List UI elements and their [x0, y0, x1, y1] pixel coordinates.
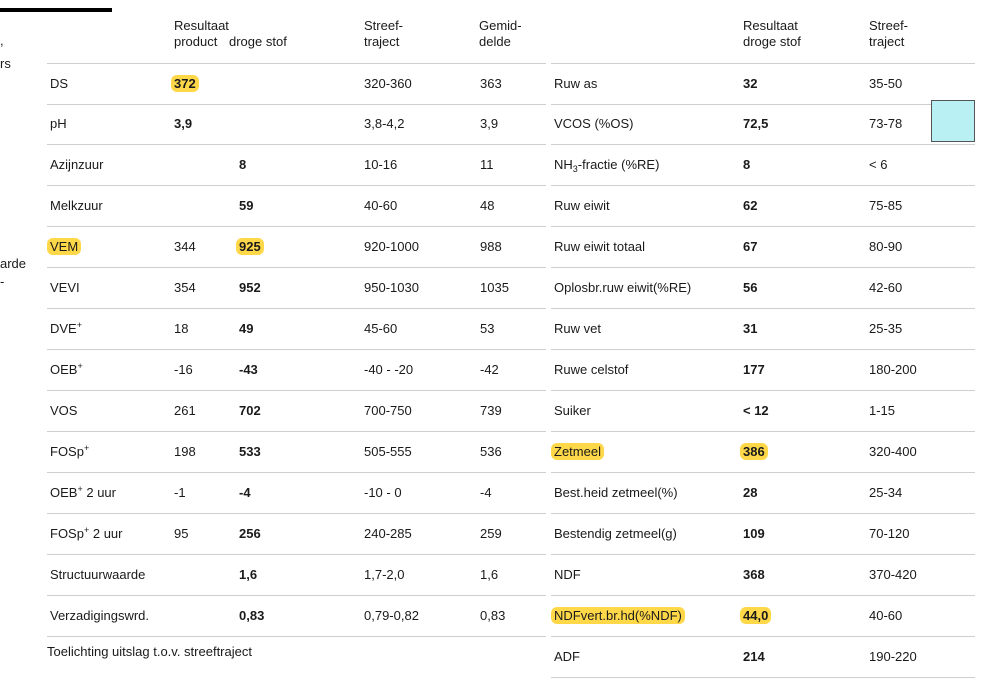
row-label [554, 391, 591, 431]
target-range: 505-555 [364, 444, 412, 459]
header-target: Streef- traject [364, 18, 404, 49]
clipped-text-fragment: - [0, 274, 5, 289]
superscript-plus: + [83, 525, 90, 535]
row-label-text: Suiker [554, 403, 591, 418]
product-value-text: 3,9 [174, 116, 193, 131]
dry-matter-value-text: < 12 [743, 403, 769, 418]
table-row [551, 514, 975, 555]
target-range: 320-360 [364, 76, 412, 91]
product-value [174, 432, 196, 472]
dry-matter-value [743, 309, 757, 349]
dry-matter-value-text: 386 [740, 443, 768, 460]
dry-matter-value [743, 145, 750, 185]
target-range: 45-60 [364, 321, 398, 336]
superscript-plus: + [77, 361, 83, 371]
table-row [47, 350, 546, 391]
row-label [50, 268, 80, 308]
dry-matter-value-text: 0,83 [239, 608, 265, 623]
target-range: 35-50 [869, 76, 903, 91]
table-row [551, 637, 975, 678]
dry-matter-value-text: -4 [239, 485, 251, 500]
row-label [50, 186, 103, 226]
average-value: 48 [480, 198, 495, 213]
row-label-text: FOSp [50, 444, 84, 459]
header-result-dry: droge stof [229, 34, 287, 49]
target-range: 75-85 [869, 198, 903, 213]
table-row [47, 555, 546, 596]
dry-matter-value [239, 473, 251, 513]
row-label-text: DS [50, 76, 69, 91]
dry-matter-value [239, 555, 257, 595]
target-range: 190-220 [869, 649, 917, 664]
clipped-text-fragment: arde [0, 256, 27, 271]
target-range: -40 - -20 [364, 362, 414, 377]
dry-matter-value [239, 514, 261, 554]
row-label [554, 514, 677, 554]
dry-matter-value-text: 8 [239, 157, 247, 172]
row-label-text: OEB [50, 485, 78, 500]
target-range: 920-1000 [364, 239, 419, 254]
table-row [551, 104, 975, 145]
dry-matter-value [743, 514, 765, 554]
row-label [554, 104, 633, 144]
row-label-suffix: -fractie (%RE) [577, 157, 660, 172]
row-label [50, 64, 68, 104]
table-row [47, 473, 546, 514]
row-label-text: ADF [554, 649, 580, 664]
dry-matter-value-text: 952 [239, 280, 261, 295]
header-result-product: Resultaat product [174, 18, 229, 49]
target-range: 3,8-4,2 [364, 116, 405, 131]
row-label-text: VEVI [50, 280, 80, 295]
row-label [554, 555, 581, 595]
product-value-text: 344 [174, 239, 196, 254]
target-range: 370-420 [869, 567, 917, 582]
table-row [551, 432, 975, 473]
dry-matter-value [239, 350, 258, 390]
row-label [554, 145, 659, 185]
average-value: 259 [480, 526, 502, 541]
row-label-text: Ruw vet [554, 321, 601, 336]
target-range: 240-285 [364, 526, 412, 541]
dry-matter-value [239, 432, 261, 472]
product-value [174, 514, 188, 554]
dry-matter-value [239, 268, 261, 308]
row-label-text: Best.heid zetmeel(%) [554, 485, 678, 500]
table-row [47, 186, 546, 227]
table-row [47, 514, 546, 555]
superscript-plus: + [76, 320, 82, 330]
product-value [174, 268, 196, 308]
row-label [554, 432, 604, 472]
target-range: 25-35 [869, 321, 903, 336]
dry-matter-value-text: -43 [239, 362, 258, 377]
dry-matter-value [743, 637, 765, 677]
row-label [554, 309, 601, 349]
row-label-text: Verzadigingswrd. [50, 608, 149, 623]
dry-matter-value [743, 555, 765, 595]
product-value [174, 227, 196, 267]
dry-matter-value-text: 925 [236, 238, 264, 255]
average-value: 0,83 [480, 608, 506, 623]
target-range: 0,79-0,82 [364, 608, 419, 623]
row-label [50, 473, 116, 513]
product-value [174, 473, 186, 513]
dry-matter-value [239, 391, 261, 431]
product-value-text: 261 [174, 403, 196, 418]
row-label [50, 432, 89, 472]
row-label-text: Ruwe celstof [554, 362, 629, 377]
table-row [551, 391, 975, 432]
row-label [50, 309, 82, 349]
table-row [551, 309, 975, 350]
row-label [50, 391, 77, 431]
row-label [50, 596, 149, 636]
target-range: 80-90 [869, 239, 903, 254]
table-row [551, 145, 975, 186]
target-range: 700-750 [364, 403, 412, 418]
dry-matter-value [239, 309, 253, 349]
row-label [50, 104, 67, 144]
dry-matter-value [239, 145, 246, 185]
row-label [50, 514, 122, 554]
dry-matter-value [743, 391, 769, 431]
dry-matter-value-text: 28 [743, 485, 758, 500]
table-row [551, 63, 975, 105]
row-label-text: NDFvert.br.hd(%NDF) [551, 607, 685, 624]
dry-matter-value-text: 44,0 [740, 607, 771, 624]
row-label-text: Azijnzuur [50, 157, 104, 172]
dry-matter-value-text: 8 [743, 157, 751, 172]
target-range: 950-1030 [364, 280, 419, 295]
row-label-text: OEB [50, 362, 78, 377]
row-label-text: NDF [554, 567, 581, 582]
row-label-text: Ruw eiwit totaal [554, 239, 646, 254]
row-label [50, 227, 81, 267]
target-range: 70-120 [869, 526, 910, 541]
dry-matter-value [239, 186, 253, 226]
dry-matter-value-text: 702 [239, 403, 261, 418]
average-value: 53 [480, 321, 495, 336]
average-value: 3,9 [480, 116, 499, 131]
average-value: 11 [480, 157, 494, 172]
row-label-text: VCOS (%OS) [554, 116, 634, 131]
row-label-text: Bestendig zetmeel(g) [554, 526, 677, 541]
dry-matter-value [743, 596, 771, 636]
table-row [47, 227, 546, 268]
table-row [551, 555, 975, 596]
product-value-text: 354 [174, 280, 196, 295]
target-range: 73-78 [869, 116, 903, 131]
average-value: 1,6 [480, 567, 499, 582]
target-range: 40-60 [869, 608, 903, 623]
row-label-suffix: 2 uur [82, 485, 116, 500]
table-row [47, 596, 546, 637]
average-value: -42 [480, 362, 499, 377]
row-label-text: Ruw eiwit [554, 198, 610, 213]
product-value [174, 350, 193, 390]
dry-matter-value [743, 350, 765, 390]
header-right-result-dry: Resultaat droge stof [743, 18, 801, 49]
row-label-text: VOS [50, 403, 78, 418]
product-value [174, 391, 196, 431]
dry-matter-value [743, 227, 757, 267]
dry-matter-value-text: 214 [743, 649, 765, 664]
dry-matter-value [743, 473, 757, 513]
superscript-plus: + [83, 443, 90, 453]
row-label-text: FOSp [50, 526, 84, 541]
dry-matter-value-text: 31 [743, 321, 758, 336]
dry-matter-value-text: 1,6 [239, 567, 258, 582]
average-value: -4 [480, 485, 492, 500]
table-row [47, 63, 546, 105]
row-label-text: pH [50, 116, 67, 131]
row-label [554, 596, 685, 636]
dry-matter-value-text: 62 [743, 198, 758, 213]
dry-matter-value [743, 64, 757, 104]
footer-note: Toelichting uitslag t.o.v. streeftraject [47, 644, 252, 659]
average-value: 363 [480, 76, 502, 91]
dry-matter-value-text: 109 [743, 526, 765, 541]
table-row [551, 268, 975, 309]
row-label [554, 473, 678, 513]
dry-matter-value-text: 67 [743, 239, 758, 254]
table-row [47, 268, 546, 309]
product-value [174, 64, 199, 104]
product-value-text: 95 [174, 526, 189, 541]
row-label [554, 350, 628, 390]
row-label-text: Structuurwaarde [50, 567, 146, 582]
subscript: 3 [572, 164, 578, 174]
product-value-text: 372 [171, 75, 199, 92]
dry-matter-value-text: 59 [239, 198, 254, 213]
row-label-text: Zetmeel [551, 443, 604, 460]
row-label [554, 227, 645, 267]
product-value-text: -16 [174, 362, 193, 377]
table-row [551, 227, 975, 268]
dry-matter-value-text: 56 [743, 280, 758, 295]
header-right-target: Streef- traject [869, 18, 909, 49]
table-row [551, 350, 975, 391]
table-row [551, 186, 975, 227]
dry-matter-value-text: 368 [743, 567, 765, 582]
target-range: < 6 [869, 157, 888, 172]
target-range: -10 - 0 [364, 485, 402, 500]
row-label-text: Melkzuur [50, 198, 103, 213]
average-value: 739 [480, 403, 502, 418]
row-label-text: DVE [50, 321, 77, 336]
table-row [551, 596, 975, 637]
dry-matter-value-text: 32 [743, 76, 758, 91]
dry-matter-value-text: 256 [239, 526, 261, 541]
table-row [551, 473, 975, 514]
clipped-text-fragment: , [0, 33, 4, 48]
superscript-plus: + [77, 484, 83, 494]
dry-matter-value [743, 432, 768, 472]
target-range: 40-60 [364, 198, 398, 213]
table-row [47, 145, 546, 186]
target-range: 1,7-2,0 [364, 567, 405, 582]
target-range: 180-200 [869, 362, 917, 377]
dry-matter-value-text: 533 [239, 444, 261, 459]
row-label-text: Oplosbr.ruw eiwit(%RE) [554, 280, 692, 295]
target-range: 1-15 [869, 403, 896, 418]
row-label [554, 268, 691, 308]
dry-matter-value-text: 72,5 [743, 116, 769, 131]
row-label-suffix: 2 uur [89, 526, 123, 541]
row-label-text: NH [554, 157, 573, 172]
product-value [174, 309, 188, 349]
table-row [47, 104, 546, 145]
row-label [554, 637, 580, 677]
row-label [50, 145, 103, 185]
dry-matter-value [743, 104, 768, 144]
row-label [50, 555, 145, 595]
header-average: Gemid- delde [479, 18, 522, 49]
average-value: 1035 [480, 280, 509, 295]
row-label [554, 64, 597, 104]
product-value [174, 104, 192, 144]
row-label-text: Ruw as [554, 76, 598, 91]
color-swatch [931, 100, 975, 142]
product-value-text: 18 [174, 321, 189, 336]
row-label [554, 186, 610, 226]
target-range: 25-34 [869, 485, 903, 500]
header-rule [0, 8, 112, 12]
table-row [47, 309, 546, 350]
target-range: 10-16 [364, 157, 398, 172]
dry-matter-value [239, 227, 264, 267]
product-value-text: -1 [174, 485, 186, 500]
average-value: 988 [480, 239, 502, 254]
target-range: 320-400 [869, 444, 917, 459]
target-range: 42-60 [869, 280, 903, 295]
dry-matter-value-text: 49 [239, 321, 254, 336]
table-row [47, 432, 546, 473]
row-label [50, 350, 83, 390]
dry-matter-value [743, 268, 757, 308]
table-row [47, 391, 546, 432]
dry-matter-value-text: 177 [743, 362, 765, 377]
average-value: 536 [480, 444, 502, 459]
row-label-text: VEM [47, 238, 81, 255]
dry-matter-value [239, 596, 264, 636]
product-value-text: 198 [174, 444, 196, 459]
dry-matter-value [743, 186, 757, 226]
clipped-text-fragment: rs [0, 56, 11, 71]
